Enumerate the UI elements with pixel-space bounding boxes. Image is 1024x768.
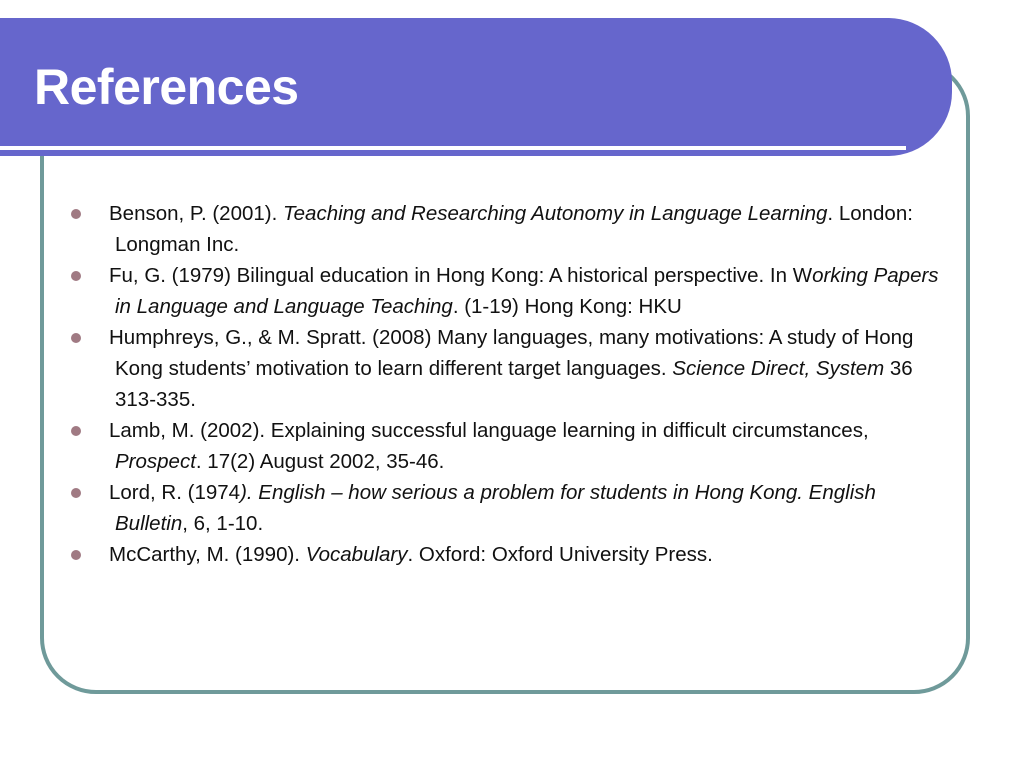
reference-text: Benson, P. (2001). (109, 202, 283, 225)
reference-title: ). English – how serious a problem for students in Hong Kong. English Bulletin (115, 481, 876, 535)
reference-item (70, 477, 950, 539)
reference-item (70, 322, 950, 415)
bullet-icon (71, 488, 81, 498)
reference-text: 36 313-335. (115, 357, 913, 411)
reference-item (70, 415, 950, 477)
bullet-icon (71, 426, 81, 436)
reference-text: Lord, R. (1974 (109, 481, 241, 504)
reference-text: Lamb, M. (2002). Explaining successful language learning in difficult circumstances, (109, 419, 869, 442)
reference-text: Fu, G. (1979) Bilingual education in Hong Kong: A historical perspective. In W (109, 264, 813, 287)
reference-title: orking Papers in Language and Language Teaching (115, 264, 939, 318)
reference-list (70, 198, 950, 570)
bullet-icon (71, 209, 81, 219)
reference-title: Teaching and Researching Autonomy in Language Learning (283, 202, 828, 225)
reference-text: Humphreys, G., & M. Spratt. (2008) Many languages, many motivations: A study of Hong Kong students’ motivation to learn different target languages. (109, 326, 914, 380)
reference-title: Science Direct, System (672, 357, 885, 380)
reference-title: Prospect (115, 450, 196, 473)
reference-text: McCarthy, M. (1990). (109, 543, 306, 566)
bullet-icon (71, 550, 81, 560)
reference-text: . 17(2) August 2002, 35-46. (195, 450, 445, 473)
title-underline (0, 146, 906, 150)
reference-text: . (1-19) Hong Kong: HKU (452, 295, 682, 318)
slide-title: References (34, 59, 299, 115)
reference-item (70, 198, 950, 260)
title-bar (0, 18, 952, 156)
reference-text: . London: Longman Inc. (115, 202, 913, 256)
reference-item (70, 260, 950, 322)
bullet-icon (71, 271, 81, 281)
reference-item (70, 539, 950, 570)
reference-title: Vocabulary (305, 543, 408, 566)
bullet-icon (71, 333, 81, 343)
reference-text: , 6, 1-10. (182, 512, 264, 535)
reference-text: . Oxford: Oxford University Press. (407, 543, 713, 566)
